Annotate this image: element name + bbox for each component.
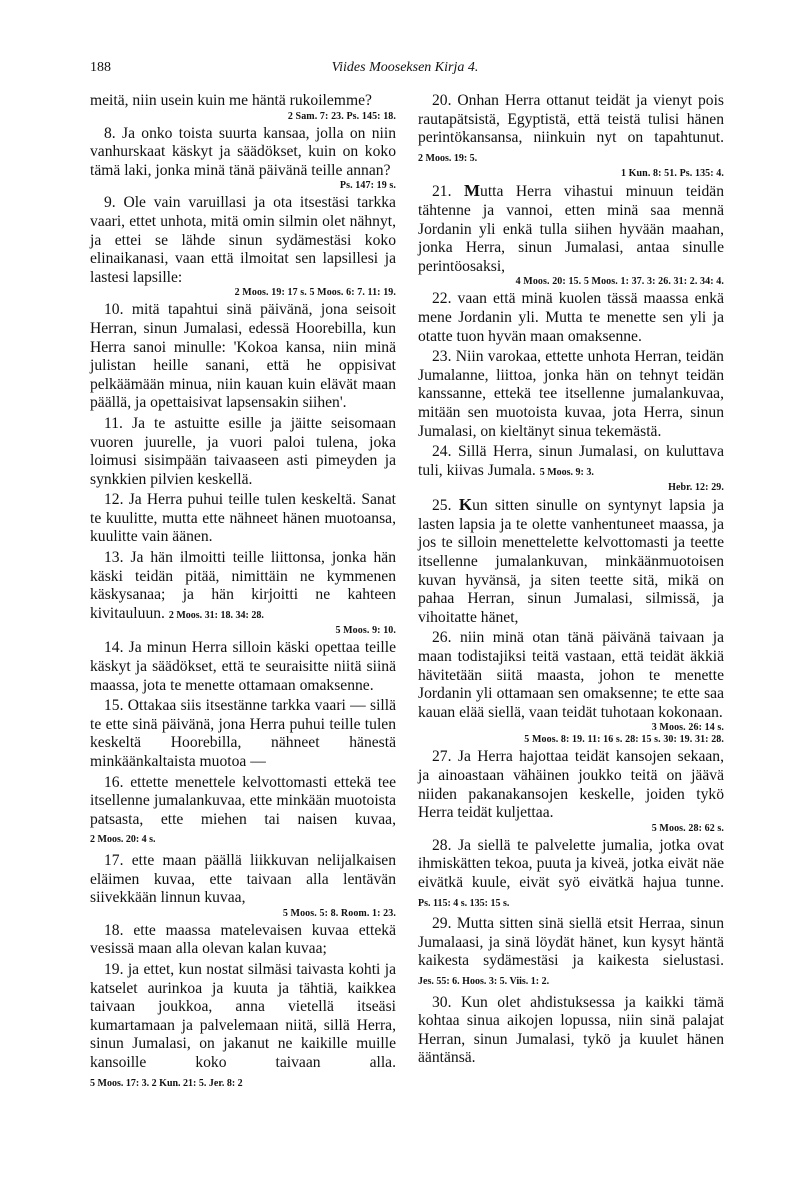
verse-number: 14. xyxy=(104,639,124,657)
verse-text: utta Herra vihastui minuun teidän tähtenne ja vannoi, etten minä saa mennä Jordanin yli enkä tulla siihen hyvään maahan, jonka Herra, sinun Jumalasi, antaa sinulle perintöosaksi, xyxy=(418,183,724,275)
section-initial: M xyxy=(464,181,481,201)
verse-text: Ottakaa siis itsestänne tarkka vaari — sillä te ette sinä päivänä, jona Herra puhui teille tulen keskeltä Hoorebilla, nähneet hänestä minkäänkaltaista muotoa — xyxy=(90,697,396,770)
verse xyxy=(90,92,396,123)
verse-text: Ja siellä te palvelette jumalia, jotka ovat ihmiskätten tekoa, puuta ja kiveä, jotka eivät näe eivätkä kuule, eivät syö eivätkä hajua tunne. xyxy=(418,836,724,891)
verse-number: 19. xyxy=(104,960,124,978)
verse xyxy=(90,922,396,959)
verse xyxy=(418,915,724,991)
cross-reference: 5 Moos. 28: 62 s. xyxy=(651,822,724,834)
verse-text: niin minä otan tänä päivänä taivaan ja maan todistajiksi teitä vastaan, että teidät äkkiä hävitetään siitä maasta, johon te menette Jordanin yli ottamaan sen omaksenne; te ette saa kauan elää siellä, vaan teidät tuhotaan kokonaan. xyxy=(418,629,724,721)
verse-text: Ja te astuitte esille ja jäitte seisomaan vuoren juurelle, ja vuori paloi tulena, joka loimusi sisimpään taivaaseen asti pimeyden ja synkkien pilvien keskellä. xyxy=(90,414,396,488)
cross-reference: Hebr. 12: 29. xyxy=(668,482,724,494)
verse-number: 29. xyxy=(432,915,452,933)
cross-reference: 2 Moos. 19: 17 s. 5 Moos. 6: 7. 11: 19. xyxy=(234,287,396,299)
verse-number: 10. xyxy=(104,301,124,319)
verse xyxy=(90,697,396,771)
verse xyxy=(418,837,724,913)
right-column xyxy=(418,92,724,1070)
cross-reference: 2 Moos. 20: 4 s. xyxy=(90,834,156,846)
cross-reference: 5 Moos. 9: 3. xyxy=(539,466,594,478)
verse xyxy=(90,491,396,547)
verse-text: ette maan päällä liikkuvan nelijalkaisen eläimen kuvaa, ette taivaan alla lentävän siivekkään linnun kuvaa, xyxy=(90,851,396,907)
verse xyxy=(90,852,396,920)
verse-number: 23. xyxy=(432,348,452,366)
cross-reference: 5 Moos. 17: 3. 2 Kun. 21: 5. Jer. 8: 2 xyxy=(90,1077,243,1089)
verse xyxy=(90,415,396,489)
cross-reference: Ps. 147: 19 s. xyxy=(339,180,396,192)
verse-text: Ja Herra hajottaa teidät kansojen sekaan, ja ainoastaan vähäinen joukko teitä on jäävä niiden pakanakansojen keskelle, joiden tykö Herra teidät kuljettaa. xyxy=(418,748,725,822)
cross-reference: 5 Moos. 5: 8. Room. 1: 23. xyxy=(282,907,396,919)
verse-number: 26. xyxy=(432,629,452,647)
verse xyxy=(90,961,396,1093)
cross-reference: 5 Moos. 8: 19. 11: 16 s. 28: 15 s. 30: 19. 31: 28. xyxy=(524,734,724,746)
verse-text: Mutta sitten sinä siellä etsit Herraa, sinun Jumalaasi, ja sinä löydät hänet, kun kysyt häntä kaikesta sydämestäsi ja kaikesta sielustasi. xyxy=(418,915,724,970)
verse xyxy=(418,182,724,288)
verse-number: 21. xyxy=(432,183,452,201)
verse-text: Niin varokaa, ettette unhota Herran, teidän Jumalanne, liittoa, jonka hän on tehnyt teidän kanssanne, ettekä tee itsellenne jumalankuvaa, mitään sen muotoista kuvaa, jota Herra, sinun Jumalasi, on kieltänyt sinua tekemästä. xyxy=(418,348,724,440)
verse-number: 28. xyxy=(432,836,452,854)
verse-number: 27. xyxy=(432,748,452,766)
cross-reference: 5 Moos. 9: 10. xyxy=(335,625,396,637)
cross-reference: Ps. 115: 4 s. 135: 15 s. xyxy=(418,897,510,909)
verse-number: 17. xyxy=(104,851,124,869)
verse-text: vaan että minä kuolen tässä maassa enkä mene Jordanin yli. Mutta te menette sen yli ja otatte tuon hyvän maan omaksenne. xyxy=(418,290,725,345)
verse-number: 8. xyxy=(104,124,116,142)
verse xyxy=(90,549,396,637)
verse xyxy=(90,639,396,695)
verse-text: ja ettet, kun nostat silmäsi taivasta kohti ja katselet aurinkoa ja kuuta ja tähtiä, kaikkea taivaan joukkoa, anna vietellä itseäsi kumartamaan ja palvelemaan niitä, sillä Herra, sinun Jumalasi, on jakanut ne kaikille muille kansoille koko taivaan alla. xyxy=(90,960,396,1071)
cross-reference: 1 Kun. 8: 51. Ps. 135: 4. xyxy=(620,168,724,180)
verse-number: 25. xyxy=(432,497,452,515)
verse-number: 20. xyxy=(432,92,452,109)
verse-text: Ja minun Herra silloin käski opettaa teille käskyt ja säädökset, että te seuraisitte niitä siinä maassa, jota te menette ottamaan omaksenne. xyxy=(90,639,396,694)
cross-reference: 2 Moos. 19: 5. xyxy=(418,152,478,164)
verse-number: 13. xyxy=(104,549,124,567)
verse-number: 12. xyxy=(104,491,124,509)
verse-text: Ja onko toista suurta kansaa, jolla on niin vanhurskaat käskyt ja säädökset, kuin on koko tämä laki, jonka minä tänä päivänä teille annan? xyxy=(90,124,396,179)
verse-number: 22. xyxy=(432,290,452,308)
verse xyxy=(418,994,724,1068)
verse-number: 30. xyxy=(432,993,452,1011)
verse-text: Ja hän ilmoitti teille liittonsa, jonka hän käski teidän pitää, nimittäin ne kymmenen käskysanaa; ja hän kirjoitti ne kahteen kivitauluun. xyxy=(90,549,396,622)
verse xyxy=(90,125,396,193)
left-column xyxy=(90,92,396,1095)
verse xyxy=(418,443,724,494)
verse-number: 9. xyxy=(104,194,116,212)
cross-reference: 3 Moos. 26: 14 s. xyxy=(651,722,724,734)
verse-text: Onhan Herra ottanut teidät ja vienyt pois rautapätsistä, Egyptistä, että teistä tulisi hänen perintökansansa, niinkuin nyt on tapahtunut. xyxy=(418,92,725,147)
cross-reference: 2 Moos. 31: 18. 34: 28. xyxy=(168,609,264,621)
cross-reference: Jes. 55: 6. Hoos. 3: 5. Viis. 1: 2. xyxy=(418,975,550,987)
verse xyxy=(90,194,396,299)
verse-number: 16. xyxy=(104,773,124,791)
verse-text: mitä tapahtui sinä päivänä, jona seisoit Herran, sinun Jumalasi, edessä Hoorebilla, kun Herra sanoi minulle: 'Kokoa kansa, niin minä julistan heille sanani, että he oppisivat pelkäämään minua, niin kauan kuin elävät maan päällä, ja opettaisivat lapsensakin siihen'. xyxy=(90,301,396,412)
section-initial: K xyxy=(458,495,473,515)
verse-text: Kun olet ahdistuksessa ja kaikki tämä kohtaa sinua aikojen lopussa, niin sinä palajat Herran, sinun Jumalasi, tykö ja kuulet hänen ääntänsä. xyxy=(418,993,725,1067)
verse xyxy=(418,92,724,180)
verse-text: Sillä Herra, sinun Jumalasi, on kuluttava tuli, kiivas Jumala. xyxy=(418,443,724,479)
verse xyxy=(418,290,724,346)
verse xyxy=(90,774,396,850)
verse-number: 18. xyxy=(104,921,124,939)
verse-text: ette maassa matelevaisen kuvaa ettekä vesissä maan alla olevan kalan kuvaa; xyxy=(90,921,396,958)
running-title: Viides Mooseksen Kirja 4. xyxy=(331,60,479,75)
verse xyxy=(418,748,724,834)
verse xyxy=(418,629,724,746)
verse-number: 24. xyxy=(432,443,452,461)
verse-text: Ja Herra puhui teille tulen keskeltä. Sanat te kuulitte, mutta ette nähneet hänen muotoansa, kuulitte vain äänen. xyxy=(90,491,396,546)
verse-text: ettette menettele kelvottomasti ettekä tee itsellenne jumalankuvaa, ette minkään muotoista patsasta, ette miehen tai naisen kuvaa, xyxy=(90,773,396,828)
cross-reference: 2 Sam. 7: 23. Ps. 145: 18. xyxy=(287,110,396,122)
cross-reference: 4 Moos. 20: 15. 5 Moos. 1: 37. 3: 26. 31: 2. 34: 4. xyxy=(515,276,724,288)
verse xyxy=(418,348,724,441)
verse xyxy=(418,496,724,627)
verse xyxy=(90,301,396,413)
verse-text: un sitten sinulle on syntynyt lapsia ja lasten lapsia ja te olette vanhentuneet maassa, ja jos te silloin menettelette kelvottomasti ja teette itsellenne jumalankuvan, minkäänmuotoisen kuvan hyvänsä, ja siten teette sitä, mikä on pahaa Herran, sinun Jumalasi, silmissä, ja vihoitatte hänet, xyxy=(418,497,724,626)
page-number: 188 xyxy=(90,60,111,75)
verse-text: Ole vain varuillasi ja ota itsestäsi tarkka vaari, ettet unhota, mitä omin silmin olet nähnyt, ja ettei se lähde sinun sydämestäsi koko elinaikanasi, vaan että ilmoitat sen lapsillesi ja lastesi lapsille: xyxy=(90,194,396,286)
verse-text: meitä, niin usein kuin me häntä rukoilemme? xyxy=(90,92,372,109)
verse-number: 15. xyxy=(104,697,124,715)
verse-number: 11. xyxy=(104,414,123,432)
page-header xyxy=(90,60,720,84)
